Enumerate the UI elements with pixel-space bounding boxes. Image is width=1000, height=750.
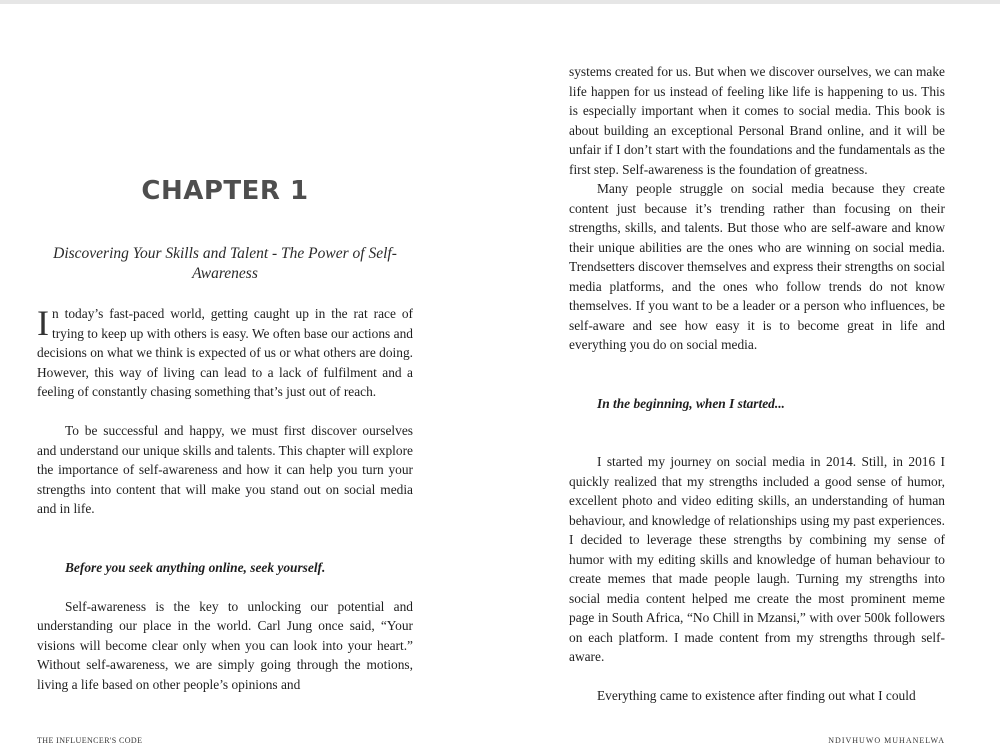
right-page — [569, 0, 945, 750]
paragraph: To be successful and happy, we must first discover ourselves and understand our unique skills and talents. This chapter will explore the importance of self-awareness and how it can help you turn your strengths into content that will make you stand out on social media and in life. — [37, 423, 413, 516]
left-page-body — [37, 304, 413, 694]
right-page-body — [569, 62, 945, 706]
section-heading: Before you seek anything online, seek yourself. — [65, 559, 326, 575]
paragraph: Many people struggle on social media because they create content just because it’s trending rather than focusing on their strengths, skills, and talents. But those who are self-aware and know their unique abilities are the ones who are winning on social media. Trendsetters discover themselves and express their strengths on social media platforms, and the ones who follow trends do not know themselves. If you want to be a leader or a person who influences, be self-aware and see how easy it is to become great in life and everything you do on social media. — [569, 181, 945, 352]
paragraph: Everything came to existence after finding out what I could — [597, 688, 916, 703]
chapter-title: CHAPTER 1 — [141, 176, 309, 206]
left-page — [37, 0, 413, 750]
footer-book-title: THE INFLUENCER'S CODE — [37, 736, 143, 745]
paragraph: In today’s fast-paced world, getting caught up in the rat race of trying to keep up with others is easy. We often base our actions and decisions on what we think is expected of us or what others are doing. However, this way of living can lead to a lack of fulfilment and a feeling of constantly chasing something that’s just out of reach. — [37, 303, 413, 399]
section-heading: In the beginning, when I started... — [597, 395, 785, 411]
paragraph: I started my journey on social media in 2014. Still, in 2016 I quickly realized that my strengths included a good sense of humor, excellent photo and video editing skills, an understanding of human behaviour, and knowledge of relationships using my past experiences. I decided to leverage these strengths by combining my sense of humor with my editing skills and knowledge of human behaviour to create memes that made people laugh. Turning my strengths into social media content helped me create the most prominent meme page in South Africa, “No Chill in Mzansi,” with over 500k followers on each platform. I made content from my strengths through self-aware. — [569, 454, 945, 664]
footer-author: NDIVHUWO MUHANELWA — [828, 736, 945, 745]
paragraph: systems created for us. But when we discover ourselves, we can make life happen for us instead of feeling like life is happening to us. This is especially important when it comes to social media. This book is about building an exceptional Personal Brand online, and it will be unfair if I don’t start with the foundations and the fundamentals as the first step. Self-awareness is the foundation of greatness. — [569, 64, 945, 177]
paragraph: Self-awareness is the key to unlocking our potential and understanding our place in the world. Carl Jung once said, “Your visions will become clear only when you can look into your heart.” Without self-awareness, we are simply going through the motions, living a life based on other people’s opinions and — [37, 598, 413, 692]
chapter-subtitle: Discovering Your Skills and Talent - The Power of Self-Awareness — [53, 245, 397, 282]
